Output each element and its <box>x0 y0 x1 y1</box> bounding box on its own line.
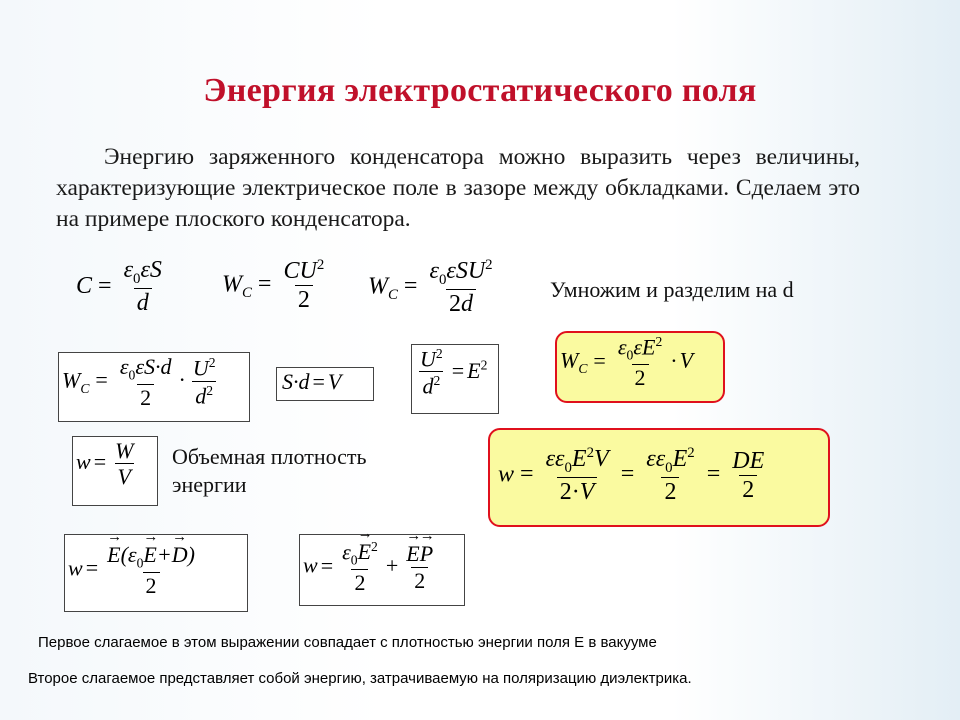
volume-density-label: Объемная плотность энергии <box>172 444 367 497</box>
slide-title: Энергия электростатического поля <box>203 72 757 109</box>
density-result-formula: w = $\frac{\varepsilon\varepsilon_0E^2V}{2\cdot V}$ = $\frac{\varepsilon\varepsilon_0E^2}{2}$ = $\frac{DE}{2}$ <box>498 445 765 506</box>
density-definition-formula: w = $\frac{W}{V}$ <box>76 438 134 490</box>
energy-su-formula: $W_C$ = $\frac{\varepsilon_0\varepsilon SU^2}{2d}$ <box>368 257 493 318</box>
field-formula: $\frac{U^2}{d^2}$ = $E^2$ <box>420 346 488 399</box>
vector-density-formula: w = → $\frac{E(\varepsilon_0\to E+\to D)}{2}$ <box>68 543 201 598</box>
energy-volume-formula: $W_C$ = $\frac{\varepsilon_0\varepsilon E^2}{2}$ ·V <box>560 334 694 391</box>
energy-expanded-formula: $W_C$ = $\frac{\varepsilon_0\varepsilon S\cdot d}{2}$ · $\frac{U^2}{d^2}$ <box>62 354 216 410</box>
vector-split-formula: w = $\frac{\varepsilon_0\to E^2}{2}$ + → $\frac{E\to P}{2}$ <box>303 540 439 595</box>
volume-formula: S·d = V <box>282 369 342 394</box>
vacuum-energy-note: Первое слагаемое в этом выражении совпадает с плотностью энергии поля E в вакууме <box>38 634 657 651</box>
intro-paragraph: Энергию заряженного конденсатора можно выразить через величины, характеризующие электрическое поле в зазоре между обкладками. Сделаем это на примере плоского конденсатора. <box>56 144 860 232</box>
multiply-note: Умножим и разделим на d <box>550 277 794 302</box>
energy-cu-formula: $W_C$ = $\frac{CU^2}{2}$ <box>222 257 325 314</box>
polarization-energy-note: Второе слагаемое представляет собой энергию, затрачиваемую на поляризацию диэлектрика. <box>28 670 692 687</box>
capacitance-formula: C = $\frac{\varepsilon_0\varepsilon S}{d}$ <box>76 257 162 317</box>
